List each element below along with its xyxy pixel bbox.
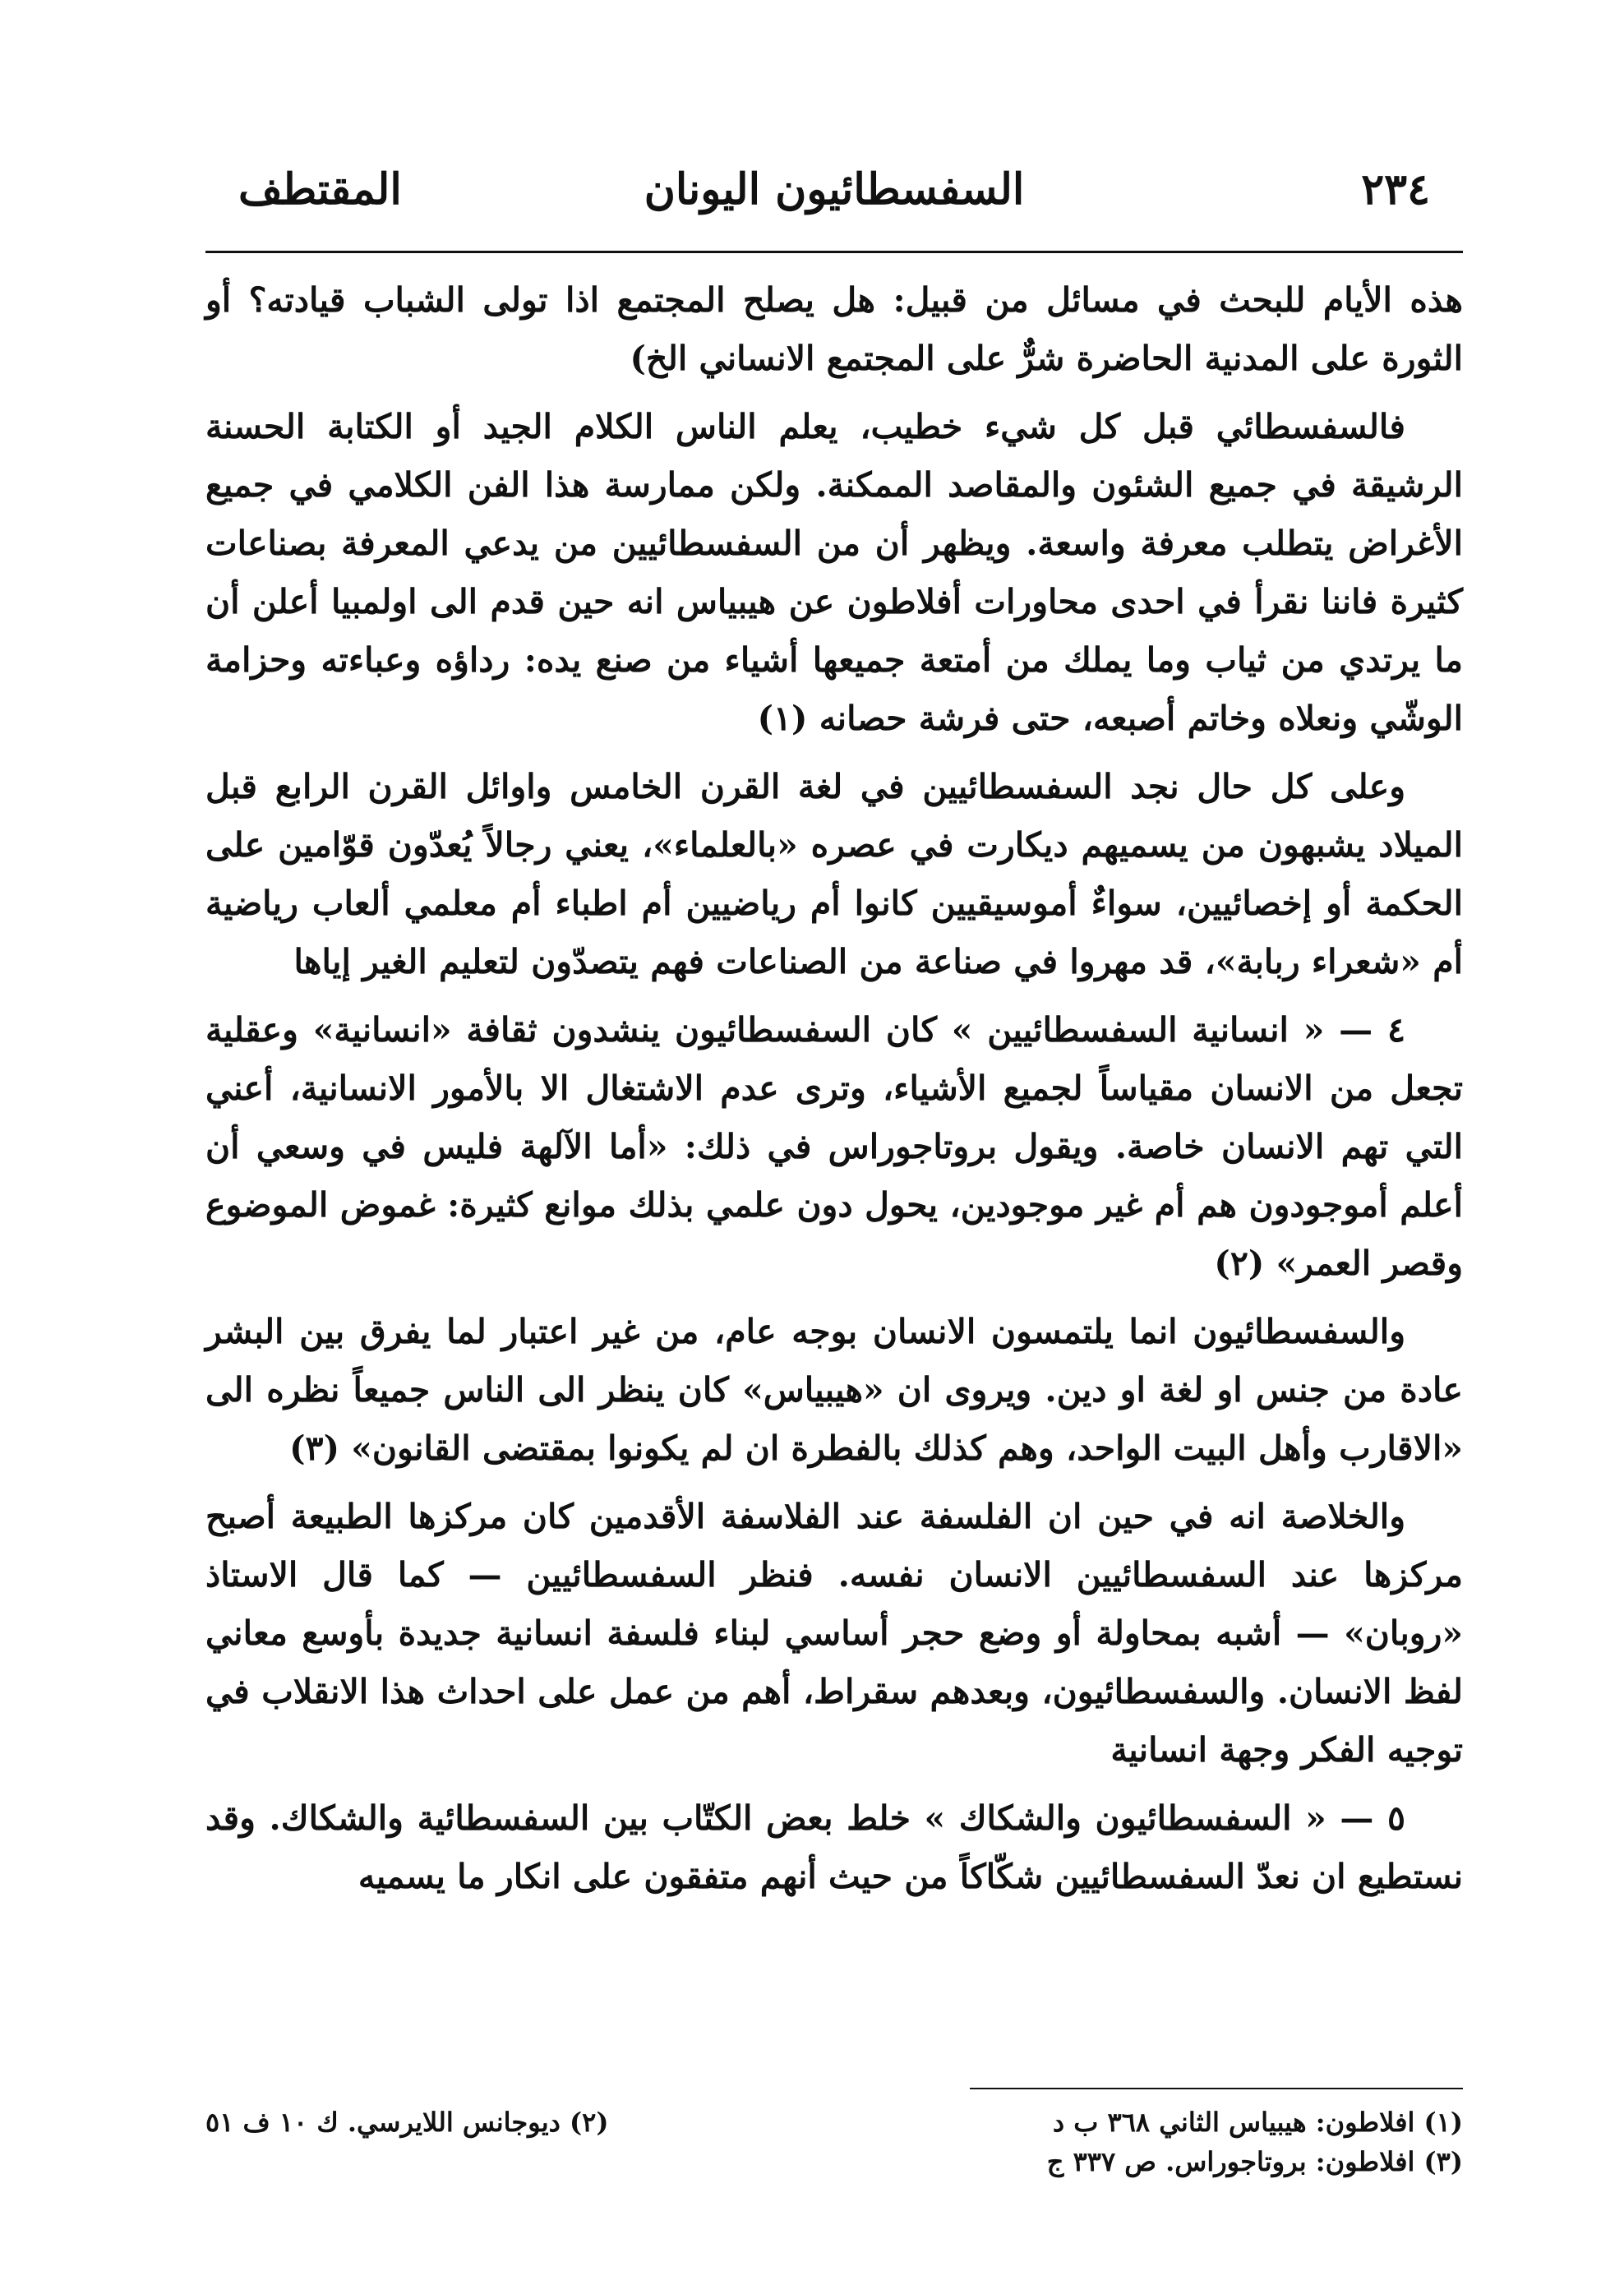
footnote-row (205, 2142, 1463, 2181)
footnote-3: (٣) افلاطون: بروتاجوراس. ص ٣٣٧ ج (1046, 2146, 1463, 2177)
footnote-1: (١) افلاطون: هيبياس الثاني ٣٦٨ ب د (1052, 2107, 1463, 2138)
paragraph: وعلى كل حال نجد السفسطائيين في لغة القرن الخامس واوائل القرن الرابع قبل الميلاد يشبهون من يسميهم ديكارت في عصره «بالعلماء»، يعني رجالاً يُعدّون قوّامين على الحكمة أو إخصائيين، سواءٌ أموسيقيين كانوا أم رياضيين أم اطباء أم معلمي ألعاب رياضية أم «شعراء ربابة»، قد مهروا في صناعة من الصناعات فهم يتصدّون لتعليم الغير إياها (205, 767, 1463, 981)
footnote-divider (970, 2088, 1463, 2089)
footnote-row (205, 2103, 1463, 2142)
page-title: السفسطائيون اليونان (644, 164, 1025, 215)
paragraph: فالسفسطائي قبل كل شيء خطيب، يعلم الناس الكلام الجيد أو الكتابة الحسنة الرشيقة في جميع الشئون والمقاصد الممكنة. ولكن ممارسة هذا الفن الكلامي في جميع الأغراض يتطلب معرفة واسعة. ويظهر أن من السفسطائيين من يدعي المعرفة بصناعات كثيرة فاننا نقرأ في احدى محاورات أفلاطون عن هيبياس انه حين قدم الى اولمبيا أعلن أن ما يرتدي من ثياب وما يملك من أمتعة جميعها أشياء من صنع يده: رداؤه وعباءته وحزامة الوشّي ونعلاه وخاتم أصبعه، حتى فرشة حصانه (١) (205, 407, 1463, 738)
page-number: ٢٣٤ (1361, 164, 1430, 215)
paragraph: والخلاصة انه في حين ان الفلسفة عند الفلاسفة الأقدمين كان مركزها الطبيعة أصبح مركزها عند السفسطائيين الانسان نفسه. فنظر السفسطائيين — كما قال الاستاذ «روبان» — أشبه بمحاولة أو وضع حجر أساسي لبناء فلسفة انسانية جديدة بأوسع معاني لفظ الانسان. والسفسطائيون، وبعدهم سقراط، أهم من عمل على احداث هذا الانقلاب في توجيه الفكر وجهة انسانية (205, 1497, 1463, 1770)
header-divider (205, 251, 1463, 253)
paragraph: والسفسطائيون انما يلتمسون الانسان بوجه عام، من غير اعتبار لما يفرق بين البشر عادة من جنس او لغة او دين. ويروى ان «هيبياس» كان ينظر الى الناس جميعاً نظره الى «الاقارب وأهل البيت الواحد، وهم كذلك بالفطرة ان لم يكونوا بمقتضى القانون» (٣) (205, 1312, 1463, 1468)
page-content (205, 148, 1463, 2186)
section-4-paragraph: ٤ — « انسانية السفسطائيين » كان السفسطائيون ينشدون ثقافة «انسانية» وعقلية تجعل من الانسان مقياساً لجميع الأشياء، وترى عدم الاشتغال الا بالأمور الانسانية، أعني التي تهم الانسان خاصة. ويقول بروتاجوراس في ذلك: «أما الآلهة فليس في وسعي أن أعلم أموجودون هم أم غير موجودين، يحول دون علمي بذلك موانع كثيرة: غموض الموضوع وقصر العمر» (٢) (205, 1010, 1463, 1283)
section-5-paragraph: ٥ — « السفسطائيون والشكاك » خلط بعض الكتّاب بين السفسطائية والشكاك. وقد نستطيع ان نعدّ السفسطائيين شكّاكاً من حيث أنهم متفقون على انكار ما يسميه (205, 1798, 1463, 1896)
article-body (205, 271, 1463, 1916)
paragraph: هذه الأيام للبحث في مسائل من قبيل: هل يصلح المجتمع اذا تولى الشباب قيادته؟ أو الثورة على المدنية الحاضرة شرٌّ على المجتمع الانساني الخ) (205, 280, 1463, 378)
journal-name: المقتطف (238, 164, 402, 215)
running-header (205, 148, 1463, 238)
footnotes (205, 2103, 1463, 2181)
footnote-2: (٢) ديوجانس اللايرسي. ك ١٠ ف ٥١ (205, 2107, 609, 2138)
